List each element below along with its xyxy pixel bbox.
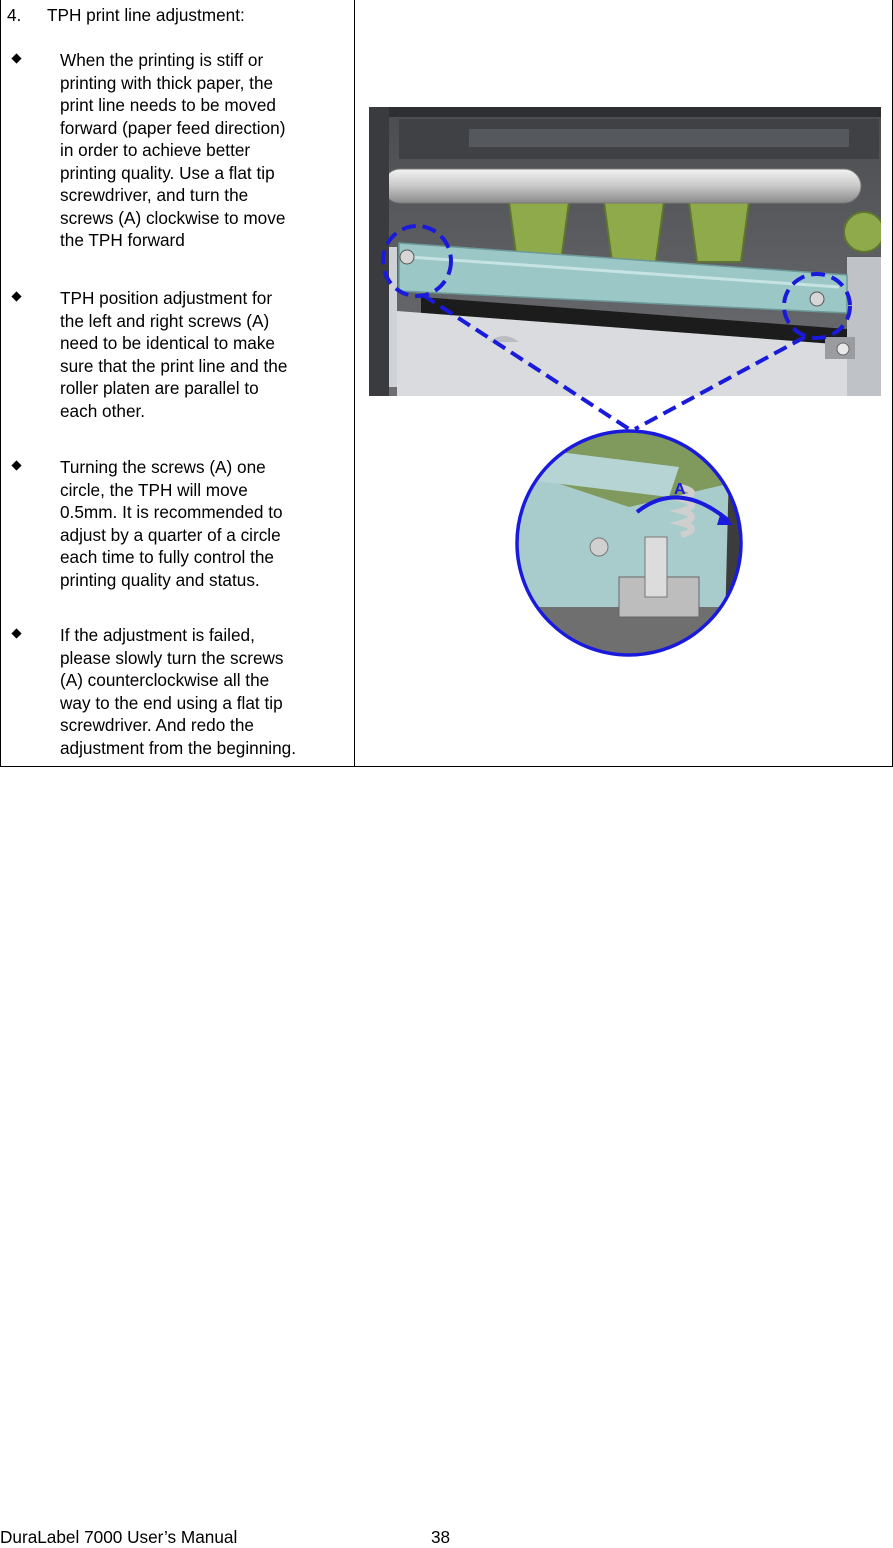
printer-mechanism-photo — [369, 107, 881, 396]
diamond-bullet-icon — [11, 628, 21, 638]
footer-page-number: 38 — [431, 1527, 451, 1547]
footer-manual-title: DuraLabel 7000 User’s Manual — [0, 1527, 238, 1547]
zoom-detail-circle — [509, 427, 749, 667]
section-heading — [7, 4, 245, 27]
content-table — [0, 0, 893, 767]
screw-callout-label: A — [674, 481, 686, 498]
column-divider — [354, 0, 355, 766]
diamond-bullet-icon — [11, 460, 21, 470]
bullet-text: When the printing is stiff or printing with thick paper, the print line needs to be moved forward (paper feed direction) in order to achieve better printing quality. Use a flat tip screwdriver, and turn the screws (A) clockwise to move the TPH forward — [60, 50, 286, 250]
diamond-bullet-icon — [11, 53, 21, 63]
tph-adjustment-figure — [369, 107, 881, 667]
section-number: 4. — [7, 5, 22, 25]
bullet-text: Turning the screws (A) one circle, the TPH will move 0.5mm. It is recommended to adjust by a quarter of a circle each time to fully control the printing quality and status. — [60, 457, 283, 590]
section-title: TPH print line adjustment: — [47, 5, 245, 25]
diamond-bullet-icon — [11, 291, 21, 301]
bullet-text: If the adjustment is failed, please slowly turn the screws (A) counterclockwise all the way to the end using a flat tip screwdriver. And redo the adjustment from the beginning. — [60, 625, 296, 758]
bullet-text: TPH position adjustment for the left and right screws (A) need to be identical to make sure that the print line and the roller platen are parallel to each other. — [60, 288, 288, 421]
